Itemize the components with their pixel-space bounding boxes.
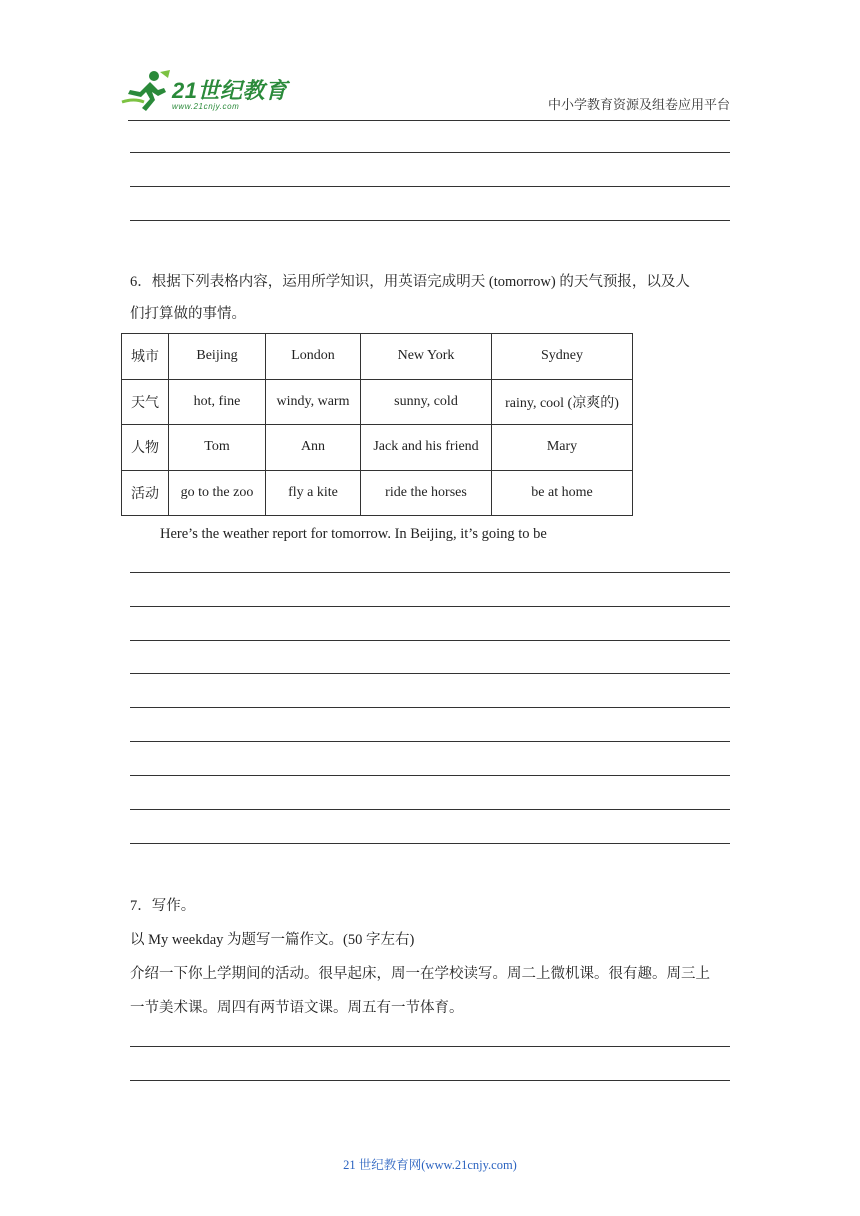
answer-line [130, 775, 730, 776]
table-cell: Jack and his friend [361, 425, 492, 471]
table-row [122, 379, 633, 425]
table-cell: 城市 [122, 334, 169, 380]
weather-table [121, 333, 633, 516]
answer-line [130, 843, 730, 844]
table-cell: Beijing [169, 334, 266, 380]
logo [120, 68, 290, 116]
header-tagline: 中小学教育资源及组卷应用平台 [547, 97, 730, 112]
table-cell: sunny, cold [361, 379, 492, 425]
q7-description-line2: 一节美术课。周四有两节语文课。周五有一节体育。 [130, 1000, 464, 1016]
table-cell: Sydney [492, 334, 633, 380]
q6-instruction-line2: 们打算做的事情。 [130, 306, 246, 322]
answer-line [130, 152, 730, 153]
logo-text: 21世纪教育 [172, 78, 288, 103]
answer-line [130, 220, 730, 221]
answer-line [130, 673, 730, 674]
table-cell: Mary [492, 425, 633, 471]
answer-line [130, 1080, 730, 1081]
answer-line [130, 606, 730, 607]
table-row [122, 425, 633, 471]
table-cell: 天气 [122, 379, 169, 425]
table-cell: Ann [266, 425, 361, 471]
answer-line [130, 572, 730, 573]
q7-title: 7．写作。 [130, 898, 196, 914]
q6-instruction-line1: 6．根据下列表格内容，运用所学知识，用英语完成明天 (tomorrow) 的天气预报，以及人 [130, 274, 690, 290]
table-cell: hot, fine [169, 379, 266, 425]
table-cell: fly a kite [266, 470, 361, 516]
q7-description-line1: 介绍一下你上学期间的活动。很早起床，周一在学校读写。周二上微机课。很有趣。周三上 [130, 966, 710, 982]
table-row [122, 334, 633, 380]
logo-url: www.21cnjy.com [172, 102, 240, 111]
table-cell: go to the zoo [169, 470, 266, 516]
table-cell: ride the horses [361, 470, 492, 516]
answer-line [130, 1046, 730, 1047]
q7-prompt: 以 My weekday 为题写一篇作文。(50 字左右) [130, 932, 415, 948]
answer-line [130, 186, 730, 187]
table-cell: windy, warm [266, 379, 361, 425]
runner-logo-icon [120, 68, 172, 114]
table-row [122, 470, 633, 516]
table-cell: rainy, cool (凉爽的) [492, 379, 633, 425]
table-cell: be at home [492, 470, 633, 516]
table-cell: New York [361, 334, 492, 380]
page-footer: 21 世纪教育网(www.21cnjy.com) [343, 1158, 517, 1172]
answer-line [130, 707, 730, 708]
answer-line [130, 741, 730, 742]
table-cell: 活动 [122, 470, 169, 516]
header-divider [128, 120, 730, 121]
page-header [120, 60, 730, 120]
answer-line [130, 809, 730, 810]
table-cell: 人物 [122, 425, 169, 471]
table-cell: London [266, 334, 361, 380]
table-cell: Tom [169, 425, 266, 471]
answer-line [130, 640, 730, 641]
q6-starter-sentence: Here’s the weather report for tomorrow. In Beijing, it’s going to be [160, 526, 547, 542]
